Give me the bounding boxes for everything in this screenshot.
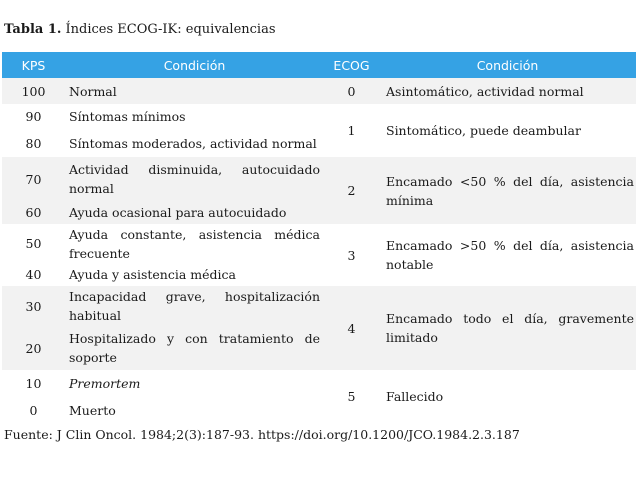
ecog-value: 2 — [324, 157, 379, 224]
kps-condition: Síntomas mínimos — [65, 104, 324, 129]
ecog-condition: Encamado todo el día, gravemente limitado — [379, 286, 636, 370]
kps-condition: Actividad disminuida, autocuidado normal — [65, 157, 324, 201]
kps-value: 50 — [2, 224, 65, 263]
caption-label: Tabla 1. — [4, 22, 62, 37]
ecog-kps-table — [2, 52, 636, 423]
ecog-value: 4 — [324, 286, 379, 370]
kps-value: 60 — [2, 201, 65, 224]
kps-value: 30 — [2, 286, 65, 326]
kps-condition: Muerto — [65, 397, 324, 423]
kps-condition: Síntomas moderados, actividad normal — [65, 129, 324, 157]
header-ecog: ECOG — [324, 52, 379, 78]
table-row — [2, 370, 636, 397]
ecog-value: 5 — [324, 370, 379, 423]
kps-value: 40 — [2, 263, 65, 286]
ecog-condition: Encamado <50 % del día, asistencia mínima — [379, 157, 636, 224]
table-header-row — [2, 52, 636, 78]
ecog-condition: Sintomático, puede deambular — [379, 104, 636, 157]
caption-text: Índices ECOG-IK: equivalencias — [61, 22, 276, 37]
table-row — [2, 286, 636, 326]
table-row — [2, 224, 636, 263]
ecog-condition: Encamado >50 % del día, asistencia notable — [379, 224, 636, 286]
table-row — [2, 78, 636, 104]
kps-value: 20 — [2, 326, 65, 370]
header-condition: Condición — [65, 52, 324, 78]
kps-condition: Ayuda ocasional para autocuidado — [65, 201, 324, 224]
ecog-condition: Asintomático, actividad normal — [379, 78, 636, 104]
kps-value: 100 — [2, 78, 65, 104]
ecog-value: 1 — [324, 104, 379, 157]
header-kps: KPS — [2, 52, 65, 78]
ecog-condition: Fallecido — [379, 370, 636, 423]
kps-value: 10 — [2, 370, 65, 397]
kps-condition: Premortem — [65, 370, 324, 397]
kps-condition: Normal — [65, 78, 324, 104]
table-row — [2, 157, 636, 201]
kps-value: 0 — [2, 397, 65, 423]
ecog-value: 0 — [324, 78, 379, 104]
kps-condition: Incapacidad grave, hospitalización habitual — [65, 286, 324, 326]
kps-condition: Ayuda y asistencia médica — [65, 263, 324, 286]
kps-value: 90 — [2, 104, 65, 129]
table-caption — [4, 21, 276, 39]
header-condition-2: Condición — [379, 52, 636, 78]
kps-value: 70 — [2, 157, 65, 201]
kps-value: 80 — [2, 129, 65, 157]
source-note: Fuente: J Clin Oncol. 1984;2(3):187-93. https://doi.org/10.1200/JCO.1984.2.3.187 — [4, 427, 520, 442]
table-row — [2, 104, 636, 129]
kps-condition: Ayuda constante, asistencia médica frecuente — [65, 224, 324, 263]
ecog-value: 3 — [324, 224, 379, 286]
kps-condition: Hospitalizado y con tratamiento de soporte — [65, 326, 324, 370]
